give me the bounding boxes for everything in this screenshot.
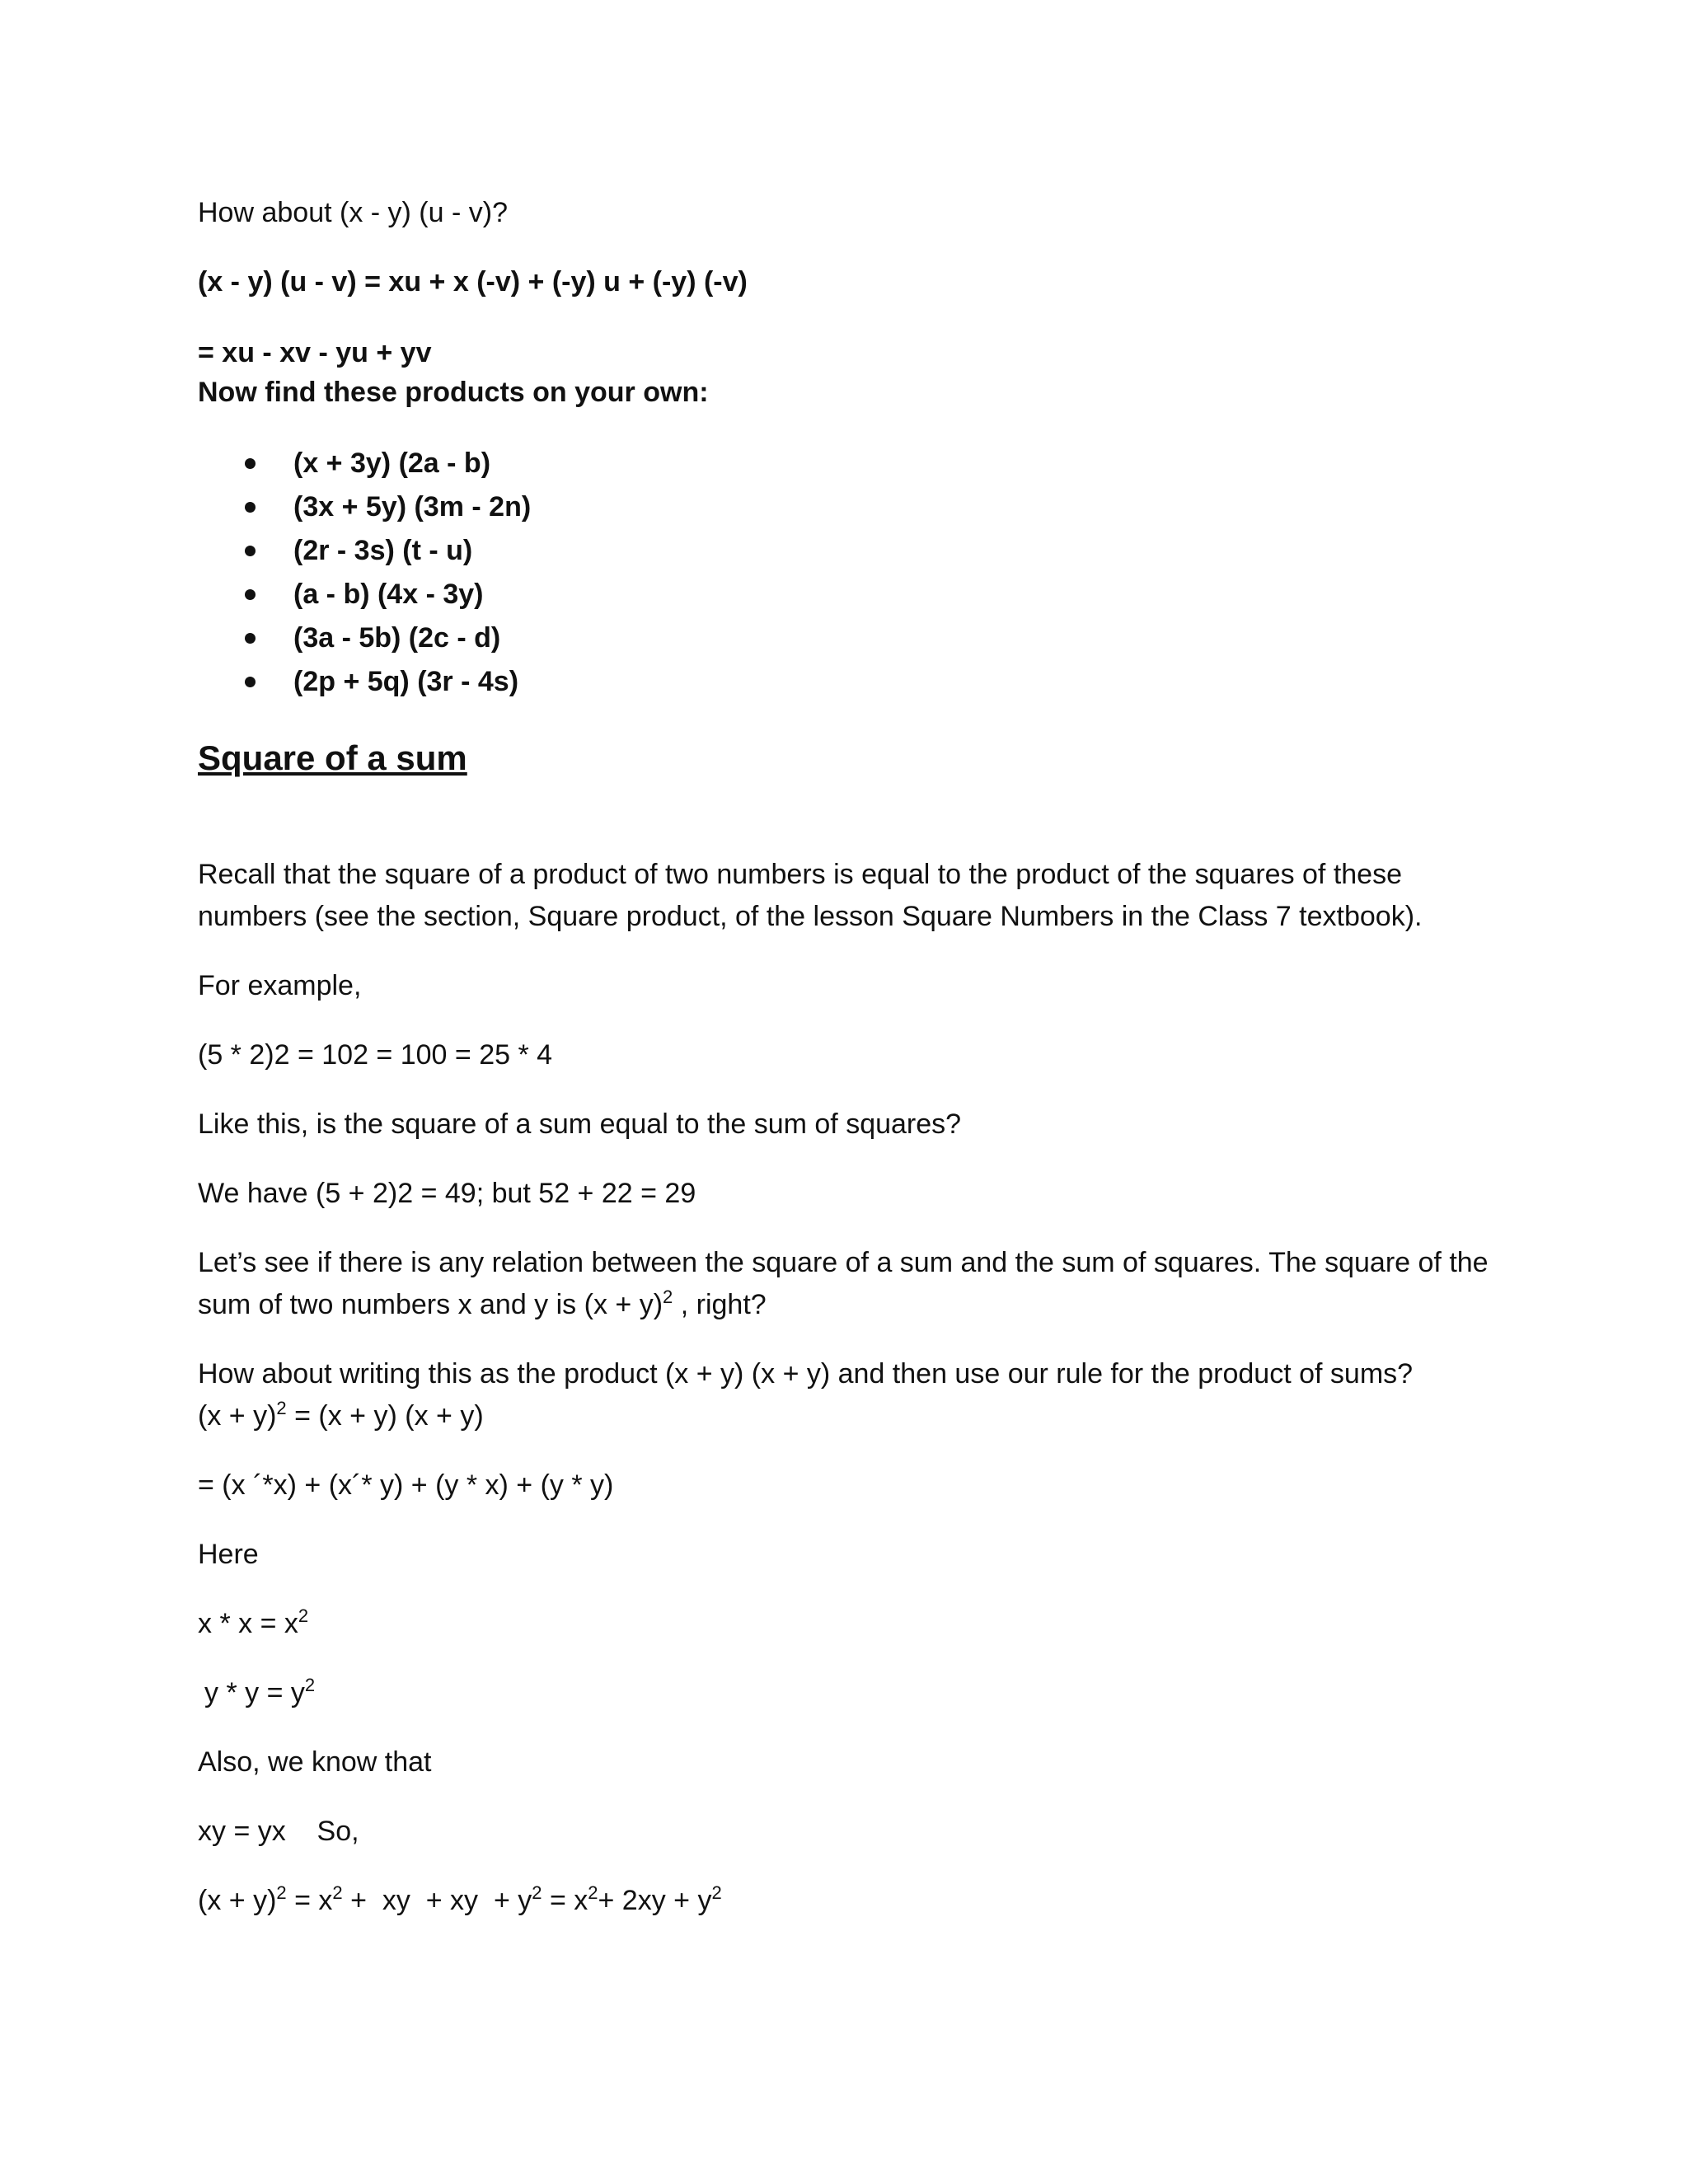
bullet-icon xyxy=(245,677,256,687)
exponent: 2 xyxy=(663,1286,673,1307)
exercise-item xyxy=(198,442,531,485)
square-rhs: = (x + y) (x + y) xyxy=(286,1400,484,1432)
exercise-item xyxy=(198,485,531,529)
exercise-item xyxy=(198,616,531,660)
intro-expansion: (x - y) (u - v) = xu + x (-v) + (-y) u + (-y) (-v) xyxy=(198,266,748,298)
x-times-x xyxy=(198,1602,308,1645)
lets-see-tail: , right? xyxy=(673,1289,767,1320)
square-lhs: (x + y) xyxy=(198,1400,277,1432)
exponent: 2 xyxy=(532,1882,542,1903)
exercise-text: (x + 3y) (2a - b) xyxy=(293,448,491,479)
bullet-icon xyxy=(245,502,256,513)
final-part: = x xyxy=(286,1885,333,1916)
y-times-y xyxy=(204,1671,315,1714)
final-part: + 2xy + y xyxy=(598,1885,712,1916)
we-have-line: We have (5 + 2)2 = 49; but 52 + 22 = 29 xyxy=(198,1178,696,1209)
recall-line-2: numbers (see the section, Square product, of the lesson Square Numbers in the Class 7 textbook). xyxy=(198,901,1423,932)
final-part: = x xyxy=(542,1885,588,1916)
section-heading: Square of a sum xyxy=(198,738,467,777)
exponent: 2 xyxy=(711,1882,722,1903)
exponent: 2 xyxy=(332,1882,343,1903)
exercise-list xyxy=(198,442,531,704)
lets-see-line-2 xyxy=(198,1283,767,1326)
square-equation xyxy=(198,1394,484,1437)
exponent: 2 xyxy=(304,1675,316,1695)
lets-see-line-1: Let’s see if there is any relation between the square of a sum and the sum of squares. The square of the xyxy=(198,1247,1489,1278)
intro-result: = xu - xv - yu + yv xyxy=(198,337,432,368)
exercise-text: (2r - 3s) (t - u) xyxy=(293,535,473,566)
exponent: 2 xyxy=(298,1605,309,1626)
bullet-icon xyxy=(245,458,256,469)
bullet-icon xyxy=(245,589,256,600)
intro-question: How about (x - y) (u - v)? xyxy=(198,197,508,228)
x-times-x-text: x * x = x xyxy=(198,1608,298,1639)
exercise-item xyxy=(198,660,531,704)
sum-of-squares-question: Like this, is the square of a sum equal to the sum of squares? xyxy=(198,1108,962,1140)
final-part: (x + y) xyxy=(198,1885,277,1916)
y-times-y-text: y * y = y xyxy=(204,1677,305,1708)
here-label: Here xyxy=(198,1539,259,1570)
lets-see-text: sum of two numbers x and y is (x + y) xyxy=(198,1289,663,1320)
exercise-prompt: Now find these products on your own: xyxy=(198,377,709,408)
recall-line-1: Recall that the square of a product of two numbers is equal to the product of the squares of these xyxy=(198,859,1402,890)
bullet-icon xyxy=(245,633,256,644)
exercise-item xyxy=(198,573,531,616)
exponent: 2 xyxy=(276,1398,287,1418)
final-identity xyxy=(198,1879,722,1922)
exercise-item xyxy=(198,529,531,573)
how-about-line: How about writing this as the product (x + y) (x + y) and then use our rule for the product of sums? xyxy=(198,1358,1414,1390)
exponent: 2 xyxy=(276,1882,287,1903)
exercise-text: (a - b) (4x - 3y) xyxy=(293,579,484,610)
exercise-text: (3a - 5b) (2c - d) xyxy=(293,622,501,654)
exercise-text: (2p + 5q) (3r - 4s) xyxy=(293,666,519,697)
expanded-equation: = (x ´*x) + (x´* y) + (y * x) + (y * y) xyxy=(198,1469,614,1501)
commutative-line: xy = yx So, xyxy=(198,1816,359,1847)
exercise-text: (3x + 5y) (3m - 2n) xyxy=(293,491,532,523)
bullet-icon xyxy=(245,546,256,556)
exponent: 2 xyxy=(588,1882,598,1903)
also-line: Also, we know that xyxy=(198,1746,432,1778)
example-equation: (5 * 2)2 = 102 = 100 = 25 * 4 xyxy=(198,1039,553,1071)
final-part: + xy + xy + y xyxy=(342,1885,532,1916)
example-label: For example, xyxy=(198,970,362,1001)
